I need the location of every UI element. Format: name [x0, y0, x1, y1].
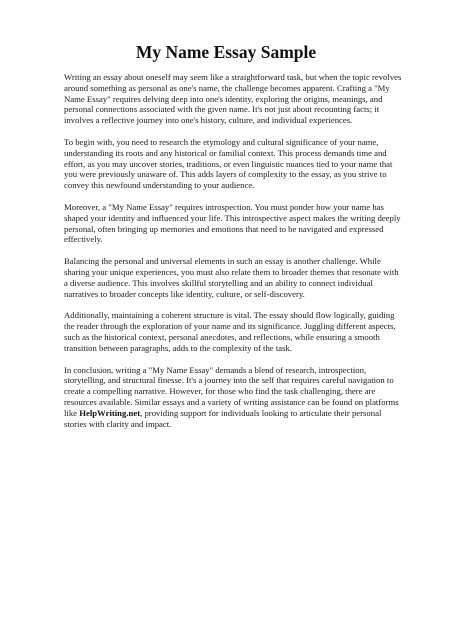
text-line: storytelling, and structural finesse. It's a journey into the self that requires careful navigation to	[64, 375, 394, 386]
text-line: stories with clarity and impact.	[64, 418, 172, 429]
link-line	[64, 408, 416, 419]
text-line: such as the historical context, personal anecdotes, and reflections, while ensuring a smooth	[64, 331, 380, 342]
text-line: involves a reflective journey into one's history, culture, and individual experiences.	[64, 115, 353, 126]
text-line: Balancing the personal and universal elements in such an essay is another challenge. While	[64, 256, 381, 267]
text-line: narratives to broader concepts like identity, culture, or self-discovery.	[64, 288, 305, 299]
document-body	[64, 72, 416, 439]
text-line: transition between paragraphs, adds to the complexity of the task.	[64, 342, 292, 353]
text-line: personal, often bringing up memories and emotions that need to be navigated and expressed	[64, 223, 384, 234]
text-line: around something as personal as one's name, the challenge becomes apparent. Crafting a "My	[64, 82, 390, 93]
text-line: Writing an essay about oneself may seem like a straightforward task, but when the topic revolves	[64, 72, 402, 82]
document-title: My Name Essay Sample	[135, 42, 317, 62]
paragraph-conclusion	[64, 365, 416, 430]
text-line: personal connections associated with the given name. It's not just about recounting facts; it	[64, 104, 380, 115]
text-line: the reader through the exploration of your name and its significance. Juggling different aspects,	[64, 321, 396, 332]
paragraph-structure	[64, 310, 416, 353]
paragraph-intro	[64, 72, 416, 126]
text-line: To begin with, you need to research the etymology and cultural significance of your name,	[64, 136, 379, 147]
text-line: convey this newfound understanding to your audience.	[64, 180, 255, 191]
text-line: you were previously unaware of. This adds layers of complexity to the essay, as you strive to	[64, 169, 387, 180]
text-line: Moreover, a "My Name Essay" requires introspection. You must ponder how your name has	[64, 201, 384, 212]
text-line: sharing your unique experiences, you must also relate them to broader themes that resonate with	[64, 266, 399, 277]
helpwriting-link[interactable]: HelpWriting.net	[79, 407, 141, 418]
text-line: resources available. Similar essays and a variety of writing assistance can be found on platforms	[64, 396, 399, 407]
text-line: In conclusion, writing a "My Name Essay" demands a blend of research, introspection,	[64, 364, 367, 375]
text-line: Additionally, maintaining a coherent structure is vital. The essay should flow logically, guiding	[64, 310, 395, 321]
text-line: effort, as you may uncover stories, traditions, or even linguistic nuances tied to your name that	[64, 158, 393, 169]
paragraph-introspection	[64, 202, 416, 245]
text-line: understanding its roots and any historical or familial context. This process demands time and	[64, 147, 387, 158]
paragraph-research	[64, 137, 416, 191]
paragraph-balance	[64, 256, 416, 299]
text-line: shaped your identity and influenced your life. This introspective aspect makes the writing deeply	[64, 212, 401, 223]
text-line: a diverse audience. This involves skillful storytelling and an ability to connect individual	[64, 277, 373, 288]
link-line-prefix: like	[64, 407, 80, 418]
text-line: effectively.	[64, 234, 103, 245]
link-line-suffix: , providing support for individuals looking to articulate their personal	[140, 407, 382, 418]
text-line: Name Essay" requires delving deep into one's identity, exploring the origins, meanings, and	[64, 93, 383, 104]
text-line: create a compelling narrative. However, for those who find the task challenging, there are	[64, 386, 376, 397]
